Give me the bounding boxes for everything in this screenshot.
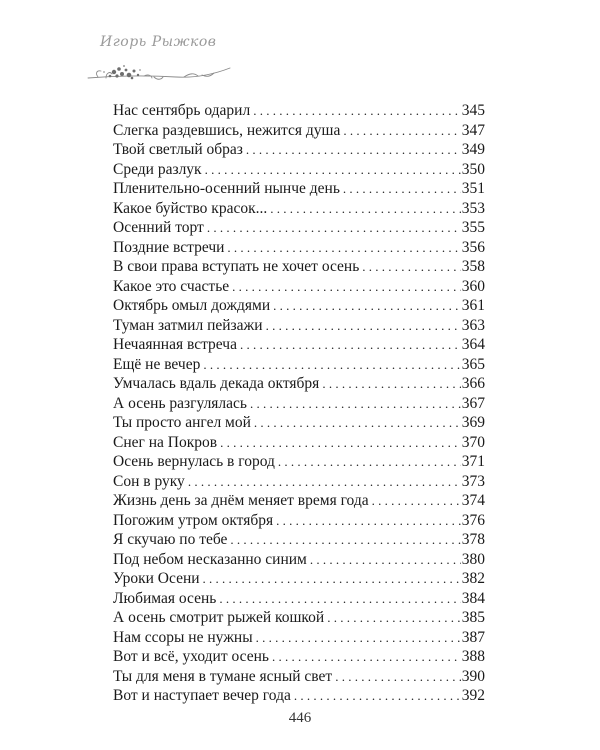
toc-entry-page: 353	[461, 199, 485, 217]
toc-entry-page: 373	[461, 472, 485, 490]
dot-leader	[276, 511, 461, 531]
toc-entry-title: Ты просто ангел мой	[113, 414, 251, 431]
toc-entry-title: Любимая осень	[113, 589, 217, 607]
toc-entry-title: Я скучаю по тебе	[113, 531, 228, 548]
dot-leader	[203, 569, 461, 589]
toc-entry-title: Туман затмил пейзажи	[113, 316, 263, 334]
toc-entry-title: Нас сентябрь одарил	[113, 102, 251, 119]
toc-entry-page: 365	[461, 355, 485, 373]
toc-entry	[113, 667, 485, 687]
toc-entry-page: 385	[461, 609, 485, 626]
dot-leader	[272, 647, 461, 667]
toc-entry-title: Твой светлый образ	[113, 141, 243, 158]
table-of-contents	[113, 101, 485, 706]
toc-entry-title: Вот и наступает вечер года	[113, 687, 291, 704]
dot-leader	[203, 355, 460, 375]
toc-entry-page: 387	[461, 628, 485, 646]
running-header-author: Игорь Рыжков	[100, 34, 217, 50]
toc-entry-title: Слегка раздевшись, нежится душа	[113, 121, 341, 139]
toc-entry-title: Уроки Осени	[113, 570, 200, 587]
toc-entry-page: 363	[461, 316, 485, 334]
toc-entry-title: Ты для меня в тумане ясный свет	[113, 667, 333, 685]
toc-entry-page: 358	[461, 258, 485, 275]
toc-entry	[113, 569, 485, 589]
toc-entry	[113, 511, 485, 531]
toc-entry-title: Вот и всё, уходит осень	[113, 648, 269, 665]
dot-leader	[266, 316, 461, 336]
toc-entry	[113, 491, 485, 511]
dot-leader	[327, 608, 461, 628]
toc-entry	[113, 355, 485, 375]
dot-leader	[362, 257, 460, 277]
toc-entry	[113, 433, 485, 453]
dot-leader	[188, 472, 461, 492]
toc-entry-page: 364	[461, 336, 485, 353]
toc-entry	[113, 472, 485, 492]
toc-entry	[113, 647, 485, 667]
toc-entry-page: 388	[461, 648, 485, 665]
toc-entry-title: Среди разлук	[113, 160, 202, 178]
page-number: 446	[288, 710, 312, 726]
dot-leader	[335, 667, 461, 687]
toc-entry	[113, 452, 485, 472]
dot-leader	[253, 101, 461, 121]
toc-entry-page: 349	[461, 141, 485, 158]
toc-entry-title: Жизнь день за днём меняет время года	[113, 492, 369, 509]
toc-entry	[113, 589, 485, 609]
toc-entry-title: Осень вернулась в город	[113, 453, 275, 470]
toc-entry-title: В свои права вступать не хочет осень	[113, 258, 360, 275]
toc-entry-title: А осень смотрит рыжей кошкой	[113, 609, 325, 626]
toc-entry	[113, 316, 485, 336]
dot-leader	[254, 413, 461, 433]
dot-leader	[246, 140, 461, 160]
toc-entry-page: 350	[461, 160, 485, 178]
toc-entry	[113, 628, 485, 648]
toc-entry-title: Ещё не вечер	[113, 355, 201, 373]
toc-entry-page: 360	[461, 277, 485, 295]
toc-entry-page: 355	[461, 219, 485, 236]
toc-entry-page: 390	[461, 667, 485, 685]
toc-entry-page: 367	[461, 394, 485, 412]
dot-leader	[240, 335, 461, 355]
toc-entry-page: 378	[461, 531, 485, 548]
toc-entry-title: Снег на Покров	[113, 433, 218, 451]
toc-entry-page: 361	[461, 297, 485, 314]
dot-leader	[310, 550, 461, 570]
toc-entry	[113, 277, 485, 297]
toc-entry-page: 376	[461, 511, 485, 529]
toc-entry	[113, 530, 485, 550]
toc-entry-title: Под небом несказанно синим	[113, 550, 307, 568]
toc-entry-title: Сон в руку	[113, 472, 185, 490]
toc-entry-title: Какое это счастье	[113, 277, 230, 295]
dot-leader	[227, 238, 460, 258]
toc-entry	[113, 413, 485, 433]
dot-leader	[294, 686, 461, 706]
toc-entry-title: Поздние встречи	[113, 238, 225, 256]
toc-entry	[113, 394, 485, 414]
toc-entry	[113, 199, 485, 219]
dot-leader	[232, 277, 461, 297]
toc-entry	[113, 238, 485, 258]
dot-leader	[230, 530, 460, 550]
toc-entry	[113, 550, 485, 570]
toc-entry	[113, 218, 485, 238]
toc-entry-page: 382	[461, 570, 485, 587]
toc-entry-title: Октябрь омыл дождями	[113, 297, 271, 314]
toc-entry-page: 370	[461, 433, 485, 451]
toc-entry	[113, 140, 485, 160]
toc-entry	[113, 374, 485, 394]
toc-entry-page: 351	[461, 180, 485, 197]
dot-leader	[256, 628, 461, 648]
toc-entry	[113, 101, 485, 121]
dot-leader	[207, 218, 461, 238]
dot-leader	[220, 433, 461, 453]
dot-leader	[372, 491, 461, 511]
toc-entry	[113, 179, 485, 199]
toc-entry	[113, 686, 485, 706]
toc-entry-page: 384	[461, 589, 485, 607]
toc-entry-title: Умчалась вдаль декада октября	[113, 375, 320, 392]
dot-leader	[219, 589, 460, 609]
toc-entry	[113, 257, 485, 277]
dot-leader	[273, 296, 461, 316]
toc-entry-page: 356	[461, 238, 485, 256]
dot-leader	[343, 179, 461, 199]
toc-entry-page: 347	[461, 121, 485, 139]
toc-entry	[113, 296, 485, 316]
toc-entry-page: 380	[461, 550, 485, 568]
toc-entry-page: 392	[461, 687, 485, 704]
toc-entry-title: Нечаянная встреча	[113, 336, 237, 353]
toc-entry-page: 371	[461, 453, 485, 470]
toc-entry-page: 366	[461, 375, 485, 392]
toc-entry-page: 374	[461, 492, 485, 509]
toc-entry	[113, 160, 485, 180]
toc-entry-title: Какое буйство красок...	[113, 199, 268, 217]
toc-entry-page: 369	[461, 414, 485, 431]
toc-entry-title: А осень разгулялась	[113, 394, 247, 412]
toc-entry	[113, 121, 485, 141]
toc-entry	[113, 608, 485, 628]
dot-leader	[250, 394, 461, 414]
toc-entry-title: Осенний торт	[113, 219, 204, 236]
floral-ornament-icon	[84, 58, 234, 88]
dot-leader	[322, 374, 460, 394]
dot-leader	[278, 452, 461, 472]
dot-leader	[270, 199, 461, 219]
toc-entry-page: 345	[461, 102, 485, 119]
toc-entry	[113, 335, 485, 355]
dot-leader	[343, 121, 460, 141]
toc-entry-title: Погожим утром октября	[113, 511, 274, 529]
dot-leader	[205, 160, 461, 180]
toc-entry-title: Нам ссоры не нужны	[113, 628, 253, 646]
toc-entry-title: Пленительно-осенний нынче день	[113, 180, 340, 197]
